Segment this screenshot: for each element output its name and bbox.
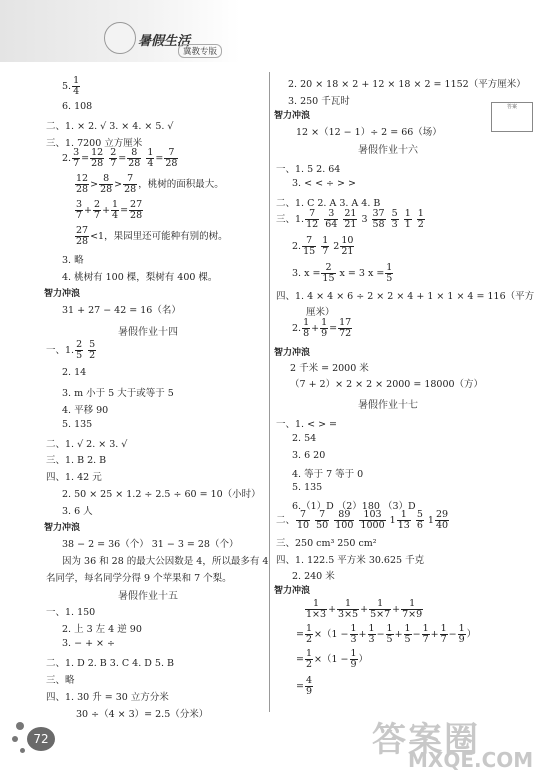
denominator: 15 [303, 246, 316, 257]
denominator: 1000 [360, 520, 385, 531]
numerator: 1 [404, 623, 411, 634]
numerator: 1 [350, 648, 357, 659]
fraction [417, 209, 425, 230]
numerator: 1 [369, 599, 391, 610]
fraction [368, 624, 376, 645]
section-title: 暑假作业十五 [118, 591, 178, 602]
book-title: 暑假生活 [138, 34, 191, 49]
text-segment: + [358, 629, 367, 640]
answer-stamp [491, 102, 533, 132]
answer-line [292, 236, 355, 257]
numerator: 37 [372, 208, 385, 219]
numerator: 1 [305, 648, 313, 659]
denominator: 64 [325, 219, 338, 230]
numerator: 2 [76, 339, 83, 350]
numerator: 1 [386, 262, 393, 273]
fraction [391, 209, 399, 230]
fraction [111, 200, 119, 221]
answer-line [296, 676, 314, 697]
fraction [129, 200, 143, 221]
text-segment: = [118, 153, 127, 164]
answer-line: 四、1. 42 元 [46, 472, 102, 483]
fraction [127, 148, 141, 169]
text-segment: 2. [62, 153, 72, 164]
text-segment: = [296, 654, 304, 665]
denominator: 100 [335, 520, 354, 531]
numerator: 1 [337, 599, 359, 610]
numerator: 3 [76, 199, 83, 210]
answer-line: 三、略 [46, 675, 75, 686]
denominator: 7 [422, 634, 429, 645]
fraction [320, 318, 328, 339]
answer-line: 三、1. 7200 立方厘米 [46, 138, 143, 149]
text-segment: > [114, 179, 123, 190]
decoration-dot [16, 722, 24, 730]
numerator: 7 [123, 174, 137, 185]
numerator: 1 [440, 623, 447, 634]
text-segment: + [84, 205, 93, 216]
denominator: 5 [386, 634, 393, 645]
answer-line: 6.（1）D （2）180 （3）D [292, 501, 416, 512]
numerator: 1 [147, 147, 154, 158]
numerator: 2 [94, 199, 101, 210]
decoration-dot [20, 748, 25, 753]
fraction [350, 624, 358, 645]
text-segment [355, 515, 358, 526]
fraction [334, 510, 354, 531]
fraction [75, 200, 83, 221]
denominator: 2 [305, 634, 313, 645]
numerator: 3 [73, 147, 80, 158]
text-segment: 二、 [276, 515, 296, 526]
answer-line: 二、1. D 2. B 3. C 4. D 5. B [46, 658, 174, 669]
fraction [404, 624, 412, 645]
denominator: 7 [76, 210, 83, 221]
denominator: 2 [417, 219, 424, 230]
section-title: 暑假作业十六 [358, 145, 418, 156]
fraction [401, 599, 423, 620]
text-segment: 1 [389, 515, 396, 526]
numerator: 1 [386, 623, 393, 634]
answer-line: 2. 50 × 25 × 1.2 ÷ 2.5 ÷ 60 = 10（小时） [62, 489, 261, 500]
numerator: 8 [99, 174, 113, 185]
denominator: 7 [322, 246, 329, 257]
numerator: 7 [302, 236, 316, 247]
fraction [75, 226, 89, 247]
answer-line: （7 + 2）× 2 × 2 × 2000 = 18000（方） [290, 379, 484, 390]
denominator: 58 [372, 219, 385, 230]
text-segment: ，桃树的面积最大。 [138, 179, 224, 190]
text-segment [317, 241, 320, 252]
denominator: 9 [350, 659, 357, 670]
answer-line [74, 174, 224, 195]
text-segment [387, 214, 390, 225]
text-segment: = [155, 153, 164, 164]
answer-line: 二、1. × 2. √ 3. × 4. × 5. √ [46, 121, 174, 132]
answer-line: 5. 135 [292, 482, 323, 493]
answer-line [74, 200, 144, 221]
text-segment: 2 [333, 241, 340, 252]
text-segment: 三、1. [276, 214, 305, 225]
denominator: 5 [76, 350, 83, 361]
answer-line: 二、1. √ 2. × 3. √ [46, 439, 128, 450]
fraction [385, 263, 393, 284]
answer-line: 一、1. < > = [276, 419, 338, 430]
numerator: 10 [341, 235, 354, 246]
answer-line: 31 + 27 − 42 = 16（名） [62, 305, 181, 316]
text-segment: 2. [292, 241, 302, 252]
answer-line: 2. 54 [292, 433, 317, 444]
denominator: 7 [440, 634, 447, 645]
fraction [321, 263, 335, 284]
fraction [369, 599, 391, 620]
denominator: 9 [321, 328, 328, 339]
fraction [350, 649, 358, 670]
text-segment: + [360, 604, 369, 615]
text-segment: + [394, 629, 403, 640]
denominator: 9 [305, 686, 313, 697]
answer-line: 3. − + × ÷ [62, 638, 115, 649]
text-segment [105, 153, 108, 164]
answer-line: 4. 平移 90 [62, 405, 109, 416]
answer-line: 因为 36 和 28 的最大公因数是 4，所以最多有 4 [62, 556, 269, 567]
fraction [440, 624, 448, 645]
denominator: 9 [458, 634, 465, 645]
fraction [302, 236, 316, 257]
fraction [90, 148, 104, 169]
fraction [372, 209, 386, 230]
answer-line: 3. 略 [62, 255, 84, 266]
numerator: 1 [458, 623, 465, 634]
answer-line: 2 千米 = 2000 米 [290, 363, 369, 374]
numerator: 7 [315, 510, 329, 521]
text-segment: > [90, 179, 99, 190]
text-segment: + [430, 629, 439, 640]
answer-line: 38 − 2 = 36（个） 31 − 3 = 28（个） [62, 539, 239, 550]
numerator: 1 [368, 623, 375, 634]
answer-line: 一、1. 5 2. 64 [276, 164, 341, 175]
answer-line [276, 209, 426, 230]
numerator: 1 [73, 75, 80, 86]
answer-line: 3. 6 20 [292, 450, 326, 461]
denominator: 6 [416, 520, 423, 531]
denominator: 28 [130, 210, 143, 221]
text-segment: + [102, 205, 111, 216]
text-segment [142, 153, 145, 164]
numerator: 1 [322, 235, 329, 246]
denominator: 21 [341, 246, 354, 257]
denominator: 28 [128, 158, 141, 169]
numerator: 27 [76, 225, 89, 236]
answer-line: 30 ÷（4 × 3）= 2.5（分米） [76, 709, 209, 720]
text-segment [413, 214, 416, 225]
denominator: 4 [147, 158, 154, 169]
numerator: 1 [321, 317, 328, 328]
edition-badge: 冀教专版 [178, 44, 222, 58]
answer-line: 2. 20 × 18 × 2 + 12 × 18 × 2 = 1152（平方厘米） [288, 79, 526, 90]
numerator: 1 [303, 317, 310, 328]
text-segment: = [329, 323, 338, 334]
numerator: 1 [350, 623, 357, 634]
denominator: 5×7 [370, 609, 391, 620]
denominator: 28 [76, 184, 89, 195]
fraction [296, 510, 310, 531]
fraction [146, 148, 154, 169]
numerator: 12 [76, 173, 89, 184]
numerator: 1 [305, 623, 313, 634]
fraction [93, 200, 101, 221]
denominator: 28 [124, 184, 137, 195]
denominator: 3 [391, 219, 398, 230]
numerator: 103 [359, 510, 385, 521]
answer-line [296, 624, 476, 645]
text-segment: <1，果园里还可能种有别的树。 [90, 231, 228, 242]
answer-line: 4. 等于 7 等于 0 [292, 469, 364, 480]
denominator: 3 [368, 634, 375, 645]
answer-line: 2. 240 米 [292, 571, 335, 582]
answer-line: 二、1. C 2. A 3. A 4. B [276, 198, 381, 209]
answer-line [46, 340, 97, 361]
denominator: 5 [386, 273, 393, 284]
fraction [359, 510, 385, 531]
numerator: 1 [422, 623, 429, 634]
denominator: 5 [404, 634, 411, 645]
text-segment: ） [358, 654, 369, 665]
numerator: 7 [305, 209, 319, 220]
numerator: 17 [339, 317, 352, 328]
answer-line: 2. 上 3 左 4 逆 90 [62, 624, 142, 635]
denominator: 13 [397, 520, 410, 531]
denominator: 3 [350, 634, 357, 645]
fraction [321, 236, 329, 257]
fraction [397, 510, 411, 531]
denominator: 72 [339, 328, 352, 339]
fraction [337, 599, 359, 620]
answer-line [296, 649, 368, 670]
denominator: 28 [100, 184, 113, 195]
denominator: 28 [165, 158, 178, 169]
fraction [340, 236, 354, 257]
text-segment [339, 214, 342, 225]
text-segment: = [120, 205, 129, 216]
numerator: 89 [334, 510, 354, 521]
text-segment: ×（1 − [314, 654, 349, 665]
text-segment: ） [466, 629, 477, 640]
answer-line: 四、1. 122.5 平方米 30.625 千克 [276, 555, 425, 566]
text-segment [311, 515, 314, 526]
fraction [302, 318, 310, 339]
denominator: 28 [76, 236, 89, 247]
text-segment: + [311, 323, 320, 334]
answer-line: 三、250 cm³ 250 cm² [276, 538, 377, 549]
text-segment [412, 515, 415, 526]
numerator: 4 [305, 675, 313, 686]
answer-line: 4. 桃树有 100 棵，梨树有 400 棵。 [62, 272, 218, 283]
denominator: 10 [297, 520, 310, 531]
stamp-label: 答案 [506, 104, 517, 110]
answer-line: 四、1. 4 × 4 × 6 ÷ 2 × 2 × 4 + 1 × 1 × 4 = 116（平方 [276, 291, 535, 302]
answer-line: 3. m 小于 5 大于或等于 5 [62, 388, 174, 399]
fraction [305, 209, 319, 230]
text-segment: − [448, 629, 457, 640]
numerator: 1 [112, 199, 119, 210]
denominator: 2 [89, 350, 96, 361]
denominator: 4 [73, 86, 80, 97]
fraction [305, 676, 313, 697]
text-segment: 一、1. [46, 345, 75, 356]
answer-line: 12 ×（12 − 1）÷ 2 = 66（场） [296, 127, 442, 138]
fraction [315, 510, 329, 531]
fraction [72, 148, 80, 169]
answer-line: 3. 6 人 [62, 506, 93, 517]
text-segment: = [81, 153, 90, 164]
fraction [88, 340, 96, 361]
fraction [305, 649, 313, 670]
section-label: 智力冲浪 [274, 586, 311, 596]
numerator: 1 [397, 510, 411, 521]
numerator: 7 [164, 148, 178, 159]
page-number: 72 [27, 727, 55, 751]
fraction [458, 624, 466, 645]
text-segment: = [296, 629, 304, 640]
denominator: 40 [435, 520, 449, 531]
text-segment: 1 [427, 515, 434, 526]
answer-line: 2. 14 [62, 367, 87, 378]
section-title: 暑假作业十四 [118, 327, 178, 338]
text-segment: + [328, 604, 337, 615]
denominator: 7 [73, 158, 80, 169]
numerator: 5 [416, 509, 423, 520]
numerator: 1 [401, 599, 423, 610]
denominator: 12 [306, 219, 319, 230]
numerator: 21 [344, 208, 357, 219]
answer-line: 6. 108 [62, 101, 93, 112]
text-segment: = [296, 681, 304, 692]
fraction [324, 209, 338, 230]
text-segment: x = 3 x = [336, 268, 385, 279]
fraction [109, 148, 117, 169]
text-segment: 3 [358, 214, 371, 225]
numerator: 3 [324, 209, 338, 220]
denominator: 2 [305, 659, 313, 670]
denominator: 4 [112, 210, 119, 221]
text-segment: + [392, 604, 401, 615]
numerator: 8 [127, 148, 141, 159]
numerator: 1 [417, 208, 424, 219]
numerator: 2 [321, 263, 335, 274]
answer-line: 名同学，每名同学分得 9 个苹果和 7 个梨。 [46, 573, 232, 584]
fraction [99, 174, 113, 195]
denominator: 7×9 [402, 609, 423, 620]
answer-line: 3. 250 千瓦时 [288, 96, 350, 107]
denominator: 7 [94, 210, 101, 221]
fraction [72, 76, 80, 97]
text-segment: 3. x = [292, 268, 321, 279]
answer-line: 一、1. 150 [46, 607, 96, 618]
answer-line: 三、1. B 2. B [46, 455, 107, 466]
text-segment: − [412, 629, 421, 640]
text-segment [84, 345, 87, 356]
answer-line [304, 599, 424, 620]
text-segment: ×（1 − [314, 629, 349, 640]
denominator: 3×5 [338, 609, 359, 620]
text-segment: 5. [62, 81, 72, 92]
fraction [338, 318, 352, 339]
denominator: 1×3 [306, 609, 327, 620]
numerator: 29 [435, 509, 449, 520]
numerator: 7 [296, 510, 310, 521]
denominator: 15 [322, 273, 335, 284]
fraction [123, 174, 137, 195]
section-label: 智力冲浪 [274, 348, 311, 358]
numerator: 27 [130, 199, 143, 210]
text-segment [320, 214, 323, 225]
numerator: 12 [91, 147, 104, 158]
fraction [435, 510, 449, 531]
watermark-url: MXQE.COM [408, 748, 534, 772]
section-label: 智力冲浪 [44, 523, 81, 533]
fraction [416, 510, 424, 531]
numerator: 1 [305, 599, 327, 610]
answer-line: 四、1. 30 升 = 30 立方分米 [46, 692, 169, 703]
fraction [343, 209, 357, 230]
fraction [305, 599, 327, 620]
numerator: 5 [89, 339, 96, 350]
fraction [164, 148, 178, 169]
answer-line: 厘米） [306, 307, 335, 318]
answer-line [276, 510, 450, 531]
answer-line [292, 318, 353, 339]
fraction [305, 624, 313, 645]
fraction [386, 624, 394, 645]
fraction [75, 340, 83, 361]
watermark-logo: 答案圈 [372, 720, 480, 760]
fraction [75, 174, 89, 195]
answer-line [62, 76, 81, 97]
text-segment: − [376, 629, 385, 640]
numerator: 1 [404, 208, 411, 219]
fraction [422, 624, 430, 645]
answer-line [62, 148, 179, 169]
answer-line [292, 263, 394, 284]
answer-line: 5. 135 [62, 419, 93, 430]
answer-line: 3. < < ÷ > > [292, 178, 356, 189]
decoration-dot [12, 736, 18, 742]
section-label: 智力冲浪 [44, 289, 81, 299]
fraction [404, 209, 412, 230]
denominator: 1 [404, 219, 411, 230]
text-segment [330, 515, 333, 526]
numerator: 5 [391, 208, 398, 219]
text-segment: 2. [292, 323, 302, 334]
section-label: 智力冲浪 [274, 111, 311, 121]
denominator: 8 [303, 328, 310, 339]
denominator: 7 [110, 158, 117, 169]
denominator: 21 [344, 219, 357, 230]
numerator: 2 [110, 147, 117, 158]
section-title: 暑假作业十七 [358, 400, 418, 411]
text-segment [400, 214, 403, 225]
denominator: 28 [91, 158, 104, 169]
book-logo-icon [104, 22, 136, 54]
column-divider [269, 72, 270, 712]
answer-line [74, 226, 228, 247]
denominator: 50 [316, 520, 329, 531]
